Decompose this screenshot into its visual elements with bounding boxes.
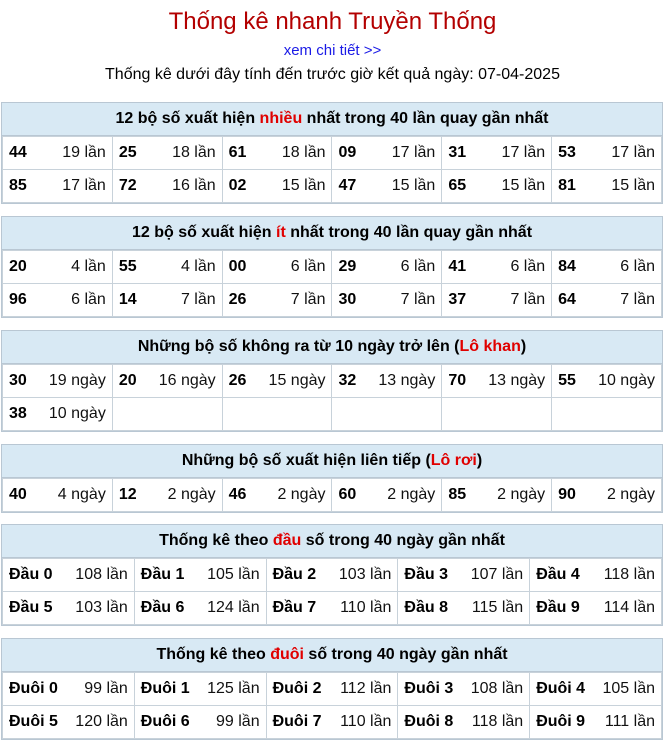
stat-number: 02: [228, 177, 247, 194]
stat-number: 38: [9, 405, 27, 422]
stat-number: Đầu 4: [536, 566, 580, 583]
header-text: Thống kê theo: [156, 646, 271, 663]
stat-cell: [442, 170, 552, 203]
stat-count: 17 lần: [391, 144, 436, 161]
stat-number: Đuôi 2: [272, 680, 322, 697]
stat-count: 6 lần: [71, 291, 106, 308]
table-row: [3, 137, 662, 170]
stats-table: [2, 136, 662, 203]
stat-count: 2 ngày: [387, 486, 436, 503]
stat-count: 10 ngày: [48, 405, 106, 422]
stat-number: 55: [118, 258, 137, 275]
stat-count: 107 lần: [470, 566, 524, 583]
stats-table: [2, 558, 662, 625]
stat-cell: [112, 251, 222, 284]
stat-count: 2 ngày: [606, 486, 655, 503]
stat-count: 114 lần: [603, 599, 655, 616]
table-row: [3, 170, 662, 203]
stat-count: 108 lần: [75, 566, 128, 583]
stat-cell: [442, 284, 552, 317]
stat-cell: [222, 365, 332, 398]
header-highlight: đầu: [272, 532, 302, 549]
stat-count: 7 lần: [290, 291, 326, 308]
stat-number: Đuôi 8: [404, 713, 454, 730]
stat-number: 64: [558, 291, 576, 308]
stat-number: 32: [338, 372, 357, 389]
stat-cell: [552, 170, 662, 203]
stat-count: 115 lần: [471, 599, 524, 616]
stat-cell: [530, 673, 662, 706]
stat-count: 110 lần: [340, 599, 392, 616]
stat-count: 125 lần: [207, 680, 260, 697]
stat-number: 55: [558, 372, 576, 389]
stat-cell: [398, 559, 530, 592]
stat-number: 53: [558, 144, 576, 161]
section-header: [2, 103, 662, 136]
stat-cell: [442, 251, 552, 284]
stats-table: [2, 478, 662, 512]
stat-cell: [222, 284, 332, 317]
stat-number: 72: [118, 177, 137, 194]
stat-cell: [530, 559, 662, 592]
stat-count: 111 lần: [604, 713, 655, 730]
stat-count: 99 lần: [216, 713, 260, 730]
stat-count: 2 ngày: [277, 486, 326, 503]
stats-table: [2, 250, 662, 317]
stat-cell: [552, 251, 662, 284]
stat-number: 30: [338, 291, 357, 308]
stat-cell: [112, 170, 222, 203]
stat-number: Đuôi 4: [536, 680, 586, 697]
stat-cell: [530, 592, 662, 625]
stat-count: 105 lần: [602, 680, 655, 697]
table-row: [3, 592, 662, 625]
stat-number: 09: [338, 144, 357, 161]
stat-count: 18 lần: [281, 144, 326, 161]
stat-number: 47: [338, 177, 357, 194]
stat-cell: [398, 673, 530, 706]
stat-cell: [442, 365, 552, 398]
stat-number: Đuôi 0: [9, 680, 58, 697]
stat-number: Đuôi 6: [140, 713, 190, 730]
stat-number: 26: [228, 372, 247, 389]
header-text: ): [476, 452, 483, 469]
stat-cell: [3, 479, 113, 512]
detail-link[interactable]: xem chi tiết >>: [283, 42, 382, 59]
stat-cell: [332, 365, 442, 398]
stat-cell: [552, 479, 662, 512]
header-text: Thống kê theo: [159, 532, 273, 549]
stat-number: 96: [9, 291, 27, 308]
stat-cell: [332, 284, 442, 317]
stat-cell: [552, 137, 662, 170]
stat-number: Đầu 5: [9, 599, 53, 616]
stat-cell: [222, 251, 332, 284]
stat-cell: [552, 284, 662, 317]
header-highlight: đuôi: [270, 646, 304, 663]
stat-count: 16 ngày: [158, 372, 216, 389]
stat-count: 13 ngày: [488, 372, 546, 389]
stat-number: 70: [448, 372, 467, 389]
stat-cell: [3, 398, 113, 431]
stat-cell: [332, 479, 442, 512]
stat-count: 6 lần: [400, 258, 436, 275]
stat-count: 120 lần: [75, 713, 128, 730]
stat-number: Đuôi 3: [404, 680, 454, 697]
section-header: [2, 217, 662, 250]
stats-table: [2, 364, 662, 431]
stat-count: 4 lần: [180, 258, 216, 275]
table-row: [3, 365, 662, 398]
stat-cell: [442, 137, 552, 170]
stat-cell: [442, 398, 552, 431]
header-text: 12 bộ số xuất hiện: [131, 224, 276, 241]
stat-cell: [3, 673, 135, 706]
stat-cell: [222, 137, 332, 170]
table-row: [3, 706, 662, 739]
header-highlight: Lô rơi: [430, 452, 477, 469]
stat-count: 17 lần: [611, 144, 655, 161]
stat-count: 15 lần: [501, 177, 546, 194]
stat-cell: [3, 592, 135, 625]
stat-cell: [332, 398, 442, 431]
stat-count: 18 lần: [172, 144, 216, 161]
stat-count: 19 ngày: [48, 372, 106, 389]
stat-number: 81: [558, 177, 576, 194]
stat-number: Đầu 0: [9, 566, 53, 583]
stat-cell: [3, 706, 135, 739]
header-text: số trong 40 ngày gần nhất: [301, 532, 505, 549]
most-frequent-section: [1, 102, 663, 204]
stat-number: Đuôi 7: [272, 713, 322, 730]
stat-cell: [266, 592, 398, 625]
stat-number: 20: [118, 372, 137, 389]
section-header: [2, 445, 662, 478]
stat-count: 99 lần: [84, 680, 128, 697]
header-text: số trong 40 ngày gần nhất: [303, 646, 508, 663]
stat-count: 118 lần: [471, 713, 524, 730]
stat-count: 15 lần: [391, 177, 436, 194]
section-header: [2, 525, 662, 558]
stat-count: 6 lần: [510, 258, 546, 275]
stat-count: 6 lần: [620, 258, 655, 275]
table-row: [3, 673, 662, 706]
stat-count: 112 lần: [340, 680, 392, 697]
stat-cell: [442, 479, 552, 512]
table-row: [3, 559, 662, 592]
stat-count: 4 lần: [71, 258, 106, 275]
stat-cell: [530, 706, 662, 739]
stat-cell: [112, 137, 222, 170]
header-highlight: Lô khan: [459, 338, 521, 355]
stat-cell: [112, 479, 222, 512]
stat-number: Đầu 2: [272, 566, 317, 583]
stat-number: 65: [448, 177, 467, 194]
stat-count: 7 lần: [510, 291, 546, 308]
stat-count: 2 ngày: [167, 486, 216, 503]
stat-cell: [134, 706, 266, 739]
section-header: [2, 639, 662, 672]
stat-number: 46: [228, 486, 247, 503]
stat-cell: [112, 398, 222, 431]
header-text: nhất trong 40 lần quay gần nhất: [302, 110, 549, 127]
header-text: Những bộ số xuất hiện liên tiếp (: [181, 452, 431, 469]
stat-count: 110 lần: [340, 713, 392, 730]
header-text: nhất trong 40 lần quay gần nhất: [285, 224, 533, 241]
stat-cell: [3, 284, 113, 317]
stat-number: 29: [338, 258, 357, 275]
stat-number: 26: [228, 291, 247, 308]
stat-cell: [552, 398, 662, 431]
stat-count: 15 lần: [281, 177, 326, 194]
stat-count: 6 lần: [290, 258, 326, 275]
stat-number: 90: [558, 486, 576, 503]
stat-number: 61: [228, 144, 247, 161]
lo-roi-section: [1, 444, 663, 513]
stat-number: 40: [9, 486, 27, 503]
stat-count: 16 lần: [172, 177, 216, 194]
stat-number: 41: [448, 258, 467, 275]
stat-cell: [552, 365, 662, 398]
stat-number: 37: [448, 291, 467, 308]
stat-count: 19 lần: [62, 144, 106, 161]
stat-number: 14: [118, 291, 137, 308]
stat-cell: [332, 170, 442, 203]
stat-count: 17 lần: [62, 177, 106, 194]
stat-number: Đầu 9: [536, 599, 580, 616]
stat-cell: [3, 170, 113, 203]
stat-count: 118 lần: [603, 566, 655, 583]
table-row: [3, 479, 662, 512]
stat-number: Đầu 7: [272, 599, 317, 616]
stat-count: 15 ngày: [268, 372, 326, 389]
stat-cell: [3, 559, 135, 592]
stat-number: Đầu 1: [140, 566, 185, 583]
stat-cell: [266, 559, 398, 592]
header-text: ): [520, 338, 527, 355]
stat-cell: [134, 592, 266, 625]
stats-table: [2, 672, 662, 739]
stat-number: Đuôi 9: [536, 713, 586, 730]
header-highlight: ít: [276, 224, 286, 241]
duoi-section: [1, 638, 663, 740]
stat-number: 12: [118, 486, 137, 503]
stat-number: 30: [9, 372, 27, 389]
stat-number: 25: [118, 144, 137, 161]
stat-cell: [3, 137, 113, 170]
stat-cell: [134, 673, 266, 706]
stat-cell: [3, 365, 113, 398]
stat-number: Đuôi 1: [140, 680, 190, 697]
lo-khan-section: [1, 330, 663, 432]
stat-count: 105 lần: [207, 566, 260, 583]
stat-count: 4 ngày: [57, 486, 106, 503]
header-highlight: nhiều: [259, 110, 303, 127]
table-row: [3, 251, 662, 284]
header-text: 12 bộ số xuất hiện: [115, 110, 260, 127]
stat-count: 7 lần: [620, 291, 655, 308]
stat-cell: [3, 251, 113, 284]
stat-number: 85: [9, 177, 27, 194]
stat-cell: [398, 592, 530, 625]
stat-cell: [332, 137, 442, 170]
stat-number: Đuôi 5: [9, 713, 58, 730]
stat-cell: [222, 170, 332, 203]
stat-number: 84: [558, 258, 576, 275]
dau-section: [1, 524, 663, 626]
stat-count: 7 lần: [400, 291, 436, 308]
stat-count: 124 lần: [207, 599, 260, 616]
stat-count: 17 lần: [501, 144, 546, 161]
stat-cell: [222, 398, 332, 431]
stat-number: 00: [228, 258, 247, 275]
stat-count: 10 ngày: [598, 372, 655, 389]
stat-count: 13 ngày: [378, 372, 436, 389]
stat-cell: [222, 479, 332, 512]
stat-number: Đầu 8: [404, 599, 448, 616]
stat-count: 103 lần: [338, 566, 392, 583]
header-text: Những bộ số không ra từ 10 ngày trở lên (: [137, 338, 460, 355]
stat-number: 20: [9, 258, 27, 275]
stat-number: 44: [9, 144, 27, 161]
stat-cell: [332, 251, 442, 284]
section-header: [2, 331, 662, 364]
stat-count: 2 ngày: [497, 486, 546, 503]
page-title: Thống kê nhanh Truyền Thống: [168, 8, 497, 35]
stat-cell: [266, 706, 398, 739]
stat-number: 85: [448, 486, 467, 503]
stat-cell: [398, 706, 530, 739]
stat-count: 103 lần: [75, 599, 128, 616]
stat-number: Đầu 6: [140, 599, 185, 616]
stat-cell: [134, 559, 266, 592]
stat-cell: [266, 673, 398, 706]
table-row: [3, 284, 662, 317]
stat-cell: [112, 284, 222, 317]
table-row: [3, 398, 662, 431]
stat-cell: [112, 365, 222, 398]
stat-number: 60: [338, 486, 357, 503]
stat-number: 31: [448, 144, 467, 161]
least-frequent-section: [1, 216, 663, 318]
date-line: Thống kê dưới đây tính đến trước giờ kết quả ngày: 07-04-2025: [105, 66, 560, 83]
stat-count: 108 lần: [470, 680, 524, 697]
stat-count: 7 lần: [180, 291, 216, 308]
stat-number: Đầu 3: [404, 566, 448, 583]
stat-count: 15 lần: [611, 177, 655, 194]
